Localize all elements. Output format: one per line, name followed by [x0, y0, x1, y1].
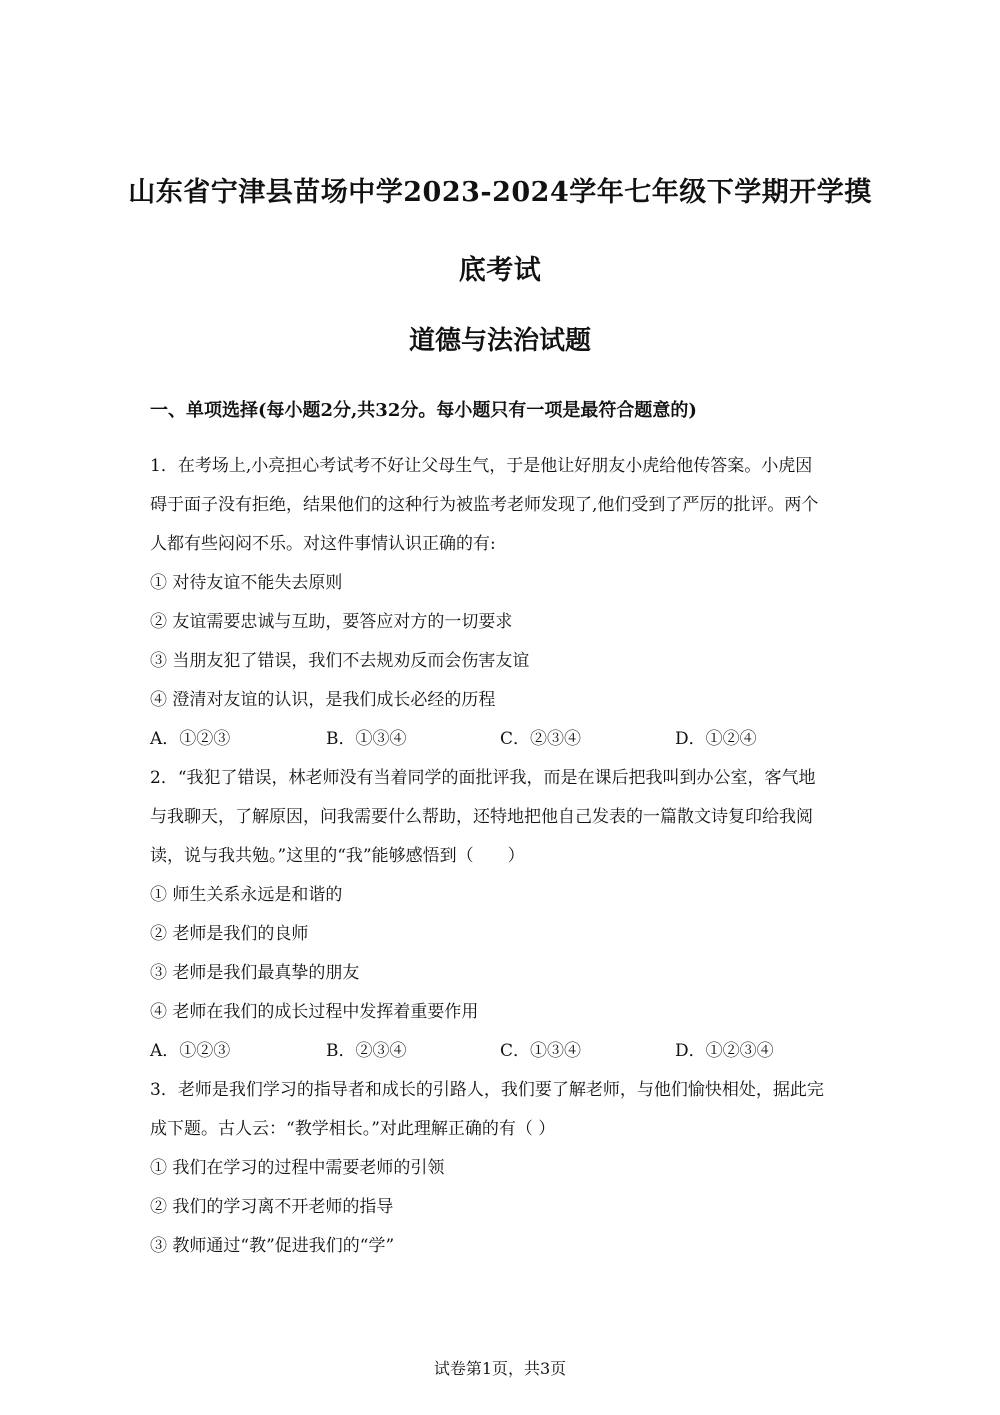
exam-title-line-2: 底考试 [458, 255, 542, 286]
question-2-option-d[interactable]: D．①②③④ [675, 1041, 774, 1061]
question-1-item-3: ③ 当朋友犯了错误，我们不去规劝反而会伤害友谊 [150, 651, 530, 671]
question-3-item-2: ② 我们的学习离不开老师的指导 [150, 1197, 394, 1217]
question-3-item-1: ① 我们在学习的过程中需要老师的引领 [150, 1158, 445, 1178]
page-footer: 试卷第1页，共3页 [433, 1359, 567, 1378]
exam-title-line-1: 山东省宁津县苗场中学2023-2024学年七年级下学期开学摸 [128, 177, 872, 208]
question-1-option-b[interactable]: B．①③④ [326, 729, 407, 749]
question-2-stem-line-2: 与我聊天，了解原因，问我需要什么帮助，还特地把他自己发表的一篇散文诗复印给我阅 [150, 807, 813, 827]
question-2-item-2: ② 老师是我们的良师 [150, 924, 309, 944]
question-1-option-d[interactable]: D．①②④ [675, 729, 757, 749]
question-2-option-b[interactable]: B．②③④ [326, 1041, 407, 1061]
question-1-item-2: ② 友谊需要忠诚与互助，要答应对方的一切要求 [150, 612, 513, 632]
question-2-item-4: ④ 老师在我们的成长过程中发挥着重要作用 [150, 1002, 479, 1022]
section-heading-single-choice: 一、单项选择(每小题2分,共32分。每小题只有一项是最符合题意的) [150, 400, 697, 421]
question-2-stem-line-1: 2．“我犯了错误，林老师没有当着同学的面批评我，而是在课后把我叫到办公室，客气地 [150, 768, 816, 788]
question-3-stem-line-1: 3．老师是我们学习的指导者和成长的引路人，我们要了解老师，与他们愉快相处，据此完 [150, 1080, 824, 1100]
question-1-item-4: ④ 澄清对友谊的认识，是我们成长必经的历程 [150, 690, 496, 710]
question-3-item-3: ③ 教师通过“教”促进我们的“学” [150, 1236, 395, 1256]
question-1-stem-line-2: 碍于面子没有拒绝，结果他们的这种行为被监考老师发现了,他们受到了严厉的批评。两个 [150, 495, 819, 515]
question-1-stem-line-1: 1．在考场上,小亮担心考试考不好让父母生气，于是他让好朋友小虎给他传答案。小虎因 [150, 456, 813, 476]
question-2-item-3: ③ 老师是我们最真挚的朋友 [150, 963, 360, 983]
question-2-item-1: ① 师生关系永远是和谐的 [150, 885, 343, 905]
question-1-stem-line-3: 人都有些闷闷不乐。对这件事情认识正确的有: [150, 534, 496, 554]
question-3-stem-line-2: 成下题。古人云：“教学相长。”对此理解正确的有（ ） [150, 1119, 556, 1139]
question-2-stem-line-3: 读，说与我共勉。”这里的“我”能够感悟到（ ） [150, 846, 525, 866]
question-2-option-c[interactable]: C．①③④ [500, 1041, 582, 1061]
question-1-item-1: ① 对待友谊不能失去原则 [150, 573, 343, 593]
exam-subject-title: 道德与法治试题 [408, 326, 591, 356]
question-1-option-a[interactable]: A．①②③ [150, 729, 231, 749]
question-2-option-a[interactable]: A．①②③ [150, 1041, 231, 1061]
question-1-option-c[interactable]: C．②③④ [500, 729, 582, 749]
